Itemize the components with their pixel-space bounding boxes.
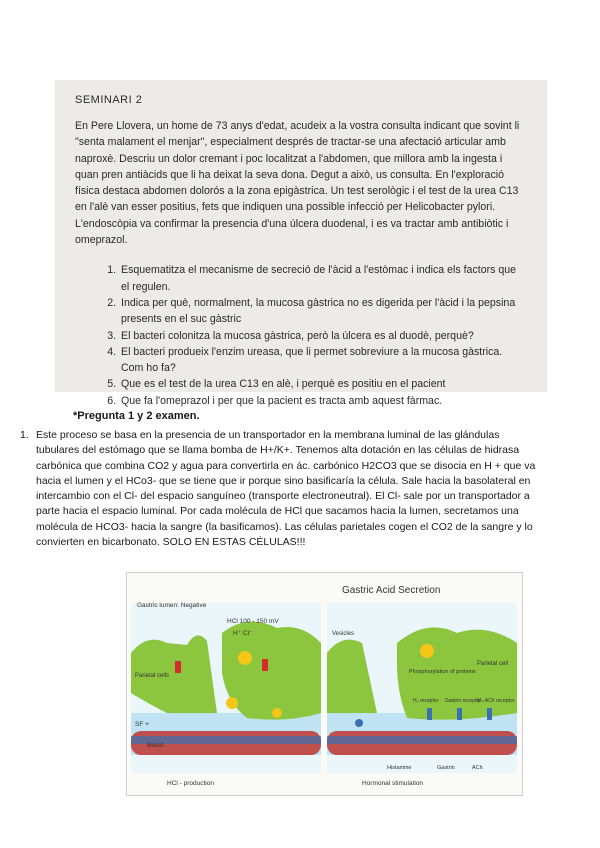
- parietal-cell-label: Parietal cell: [477, 661, 509, 667]
- question-list: [75, 262, 527, 409]
- answer-text: Este proceso se basa en la presencia de un transportador en la membrana luminal de las glándulas tubulares del estómago que se llama bomba de H+/K+. Tenemos alta dotación en las células de hidrasa carbónica que combina CO2 y agua para convertirla en ác. carbónico H2CO3 que se disocia en H + que va hacia el lumen y el HCo3- que se tiene que ir porque sino basificaría la célula. Sale hacia la basolateral en intercambio con el Cl- del espacio sanguíneo (transporte electroneutral). El Cl- sale por un transportador a parte hacia el espacio luminal. Por cada molécula de HCl que sacamos hacia la lumen, secretamos una molécula de HCO3- hacia la sangre (la basificamos). Las células parietales cogen el CO2 de la sangre y lo convierten en bicarbonato. SOLO EN ESTAS CÉLULAS!!!: [36, 429, 536, 549]
- seminar-title: SEMINARI 2: [75, 94, 143, 106]
- question-item: 4. El bacteri produeix l'enzim ureasa, que li permet sobreviure a la mucosa gàstrica. Com ho fa?: [119, 344, 527, 377]
- sf-label: SF +: [135, 721, 149, 728]
- question-item: 6. Que fa l'omeprazol i per que la pacient es tracta amb aquest fàrmac.: [119, 393, 527, 409]
- answer-block: [20, 428, 580, 550]
- proton-pump-icon: [420, 644, 434, 658]
- blood-label: Blood: [147, 742, 164, 749]
- receptor-icon: [355, 719, 363, 727]
- phosphorylation-label: Phosphorylation of proteins: [409, 669, 476, 675]
- channel-icon: [262, 659, 268, 671]
- right-blood-inner: [327, 736, 517, 744]
- channel-icon: [175, 661, 181, 673]
- receptor-label: Gastrin receptor: [445, 698, 481, 704]
- diagram-title: Gastric Acid Secretion: [342, 585, 441, 596]
- question-item: 1. Esquematitza el mecanisme de secreció de l'àcid a l'estòmac i indica els factors que el regulen.: [119, 262, 527, 295]
- left-caption: HCl - production: [167, 780, 214, 787]
- case-description: En Pere Llovera, un home de 73 anys d'edat, acudeix a la vostra consulta indicant que sovint li "senta malament el menjar", especialment després de tractar-se una afectació articular amb naproxè. Descriu un dolor cremant i poc localitzat a l'abdomen, que millora amb la ingesta i quan pren antiàcids que li ha deixat la seva dona. Degut a això, us consulta. En l'exploració física destaca abdomen dolorós a la zona epigàstrica. Un test serològic i el test de la urea C13 en l'alè van esser positius, fets que indiquen una possible infecció per Helicobacter pylori. L'endoscòpia va confirmar la presencia d'una úlcera duodenal, i es va tractar amb antibiòtic i omeprazol.: [75, 120, 520, 247]
- question-item: 2. Indica per què, normalment, la mucosa gàstrica no es digerida per l'àcid i la pepsina presents en el suc gàstric: [119, 295, 527, 328]
- answer-number: 1.: [20, 429, 29, 441]
- atpase-icon: [226, 697, 238, 709]
- blood-factor: Histamine: [387, 765, 412, 771]
- proton-pump-icon: [238, 651, 252, 665]
- receptor-label: M₃-ACh receptor: [477, 698, 515, 704]
- seminar-scan: [55, 80, 547, 407]
- gastric-acid-diagram: [126, 572, 523, 796]
- blood-factor: ACh: [472, 765, 483, 771]
- blood-factor: Gastrin: [437, 765, 455, 771]
- exchanger-icon: [272, 708, 282, 718]
- exam-note: *Pregunta 1 y 2 examen.: [73, 410, 200, 422]
- receptor-icon: [487, 708, 492, 720]
- vesicle-label: Vesicles: [332, 631, 355, 637]
- diagram-svg: [127, 573, 522, 795]
- receptor-label: H₂ receptor: [413, 698, 439, 704]
- lumen-label: Gastric lumen: Negative: [137, 602, 207, 609]
- ions-label: H⁺ Cl⁻: [233, 630, 253, 637]
- receptor-icon: [457, 708, 462, 720]
- question-item: 5. Que es el test de la urea C13 en alè, i perquè es positiu en el pacient: [119, 376, 527, 392]
- question-item: 3. El bacteri colonitza la mucosa gàstrica, però la úlcera es al duodè, perquè?: [119, 328, 527, 344]
- parietal-label: Parietal cells: [135, 673, 170, 679]
- receptor-icon: [427, 708, 432, 720]
- hcl-label: HCl 100 - 150 mV: [227, 618, 279, 625]
- right-caption: Hormonal stimulation: [362, 780, 424, 787]
